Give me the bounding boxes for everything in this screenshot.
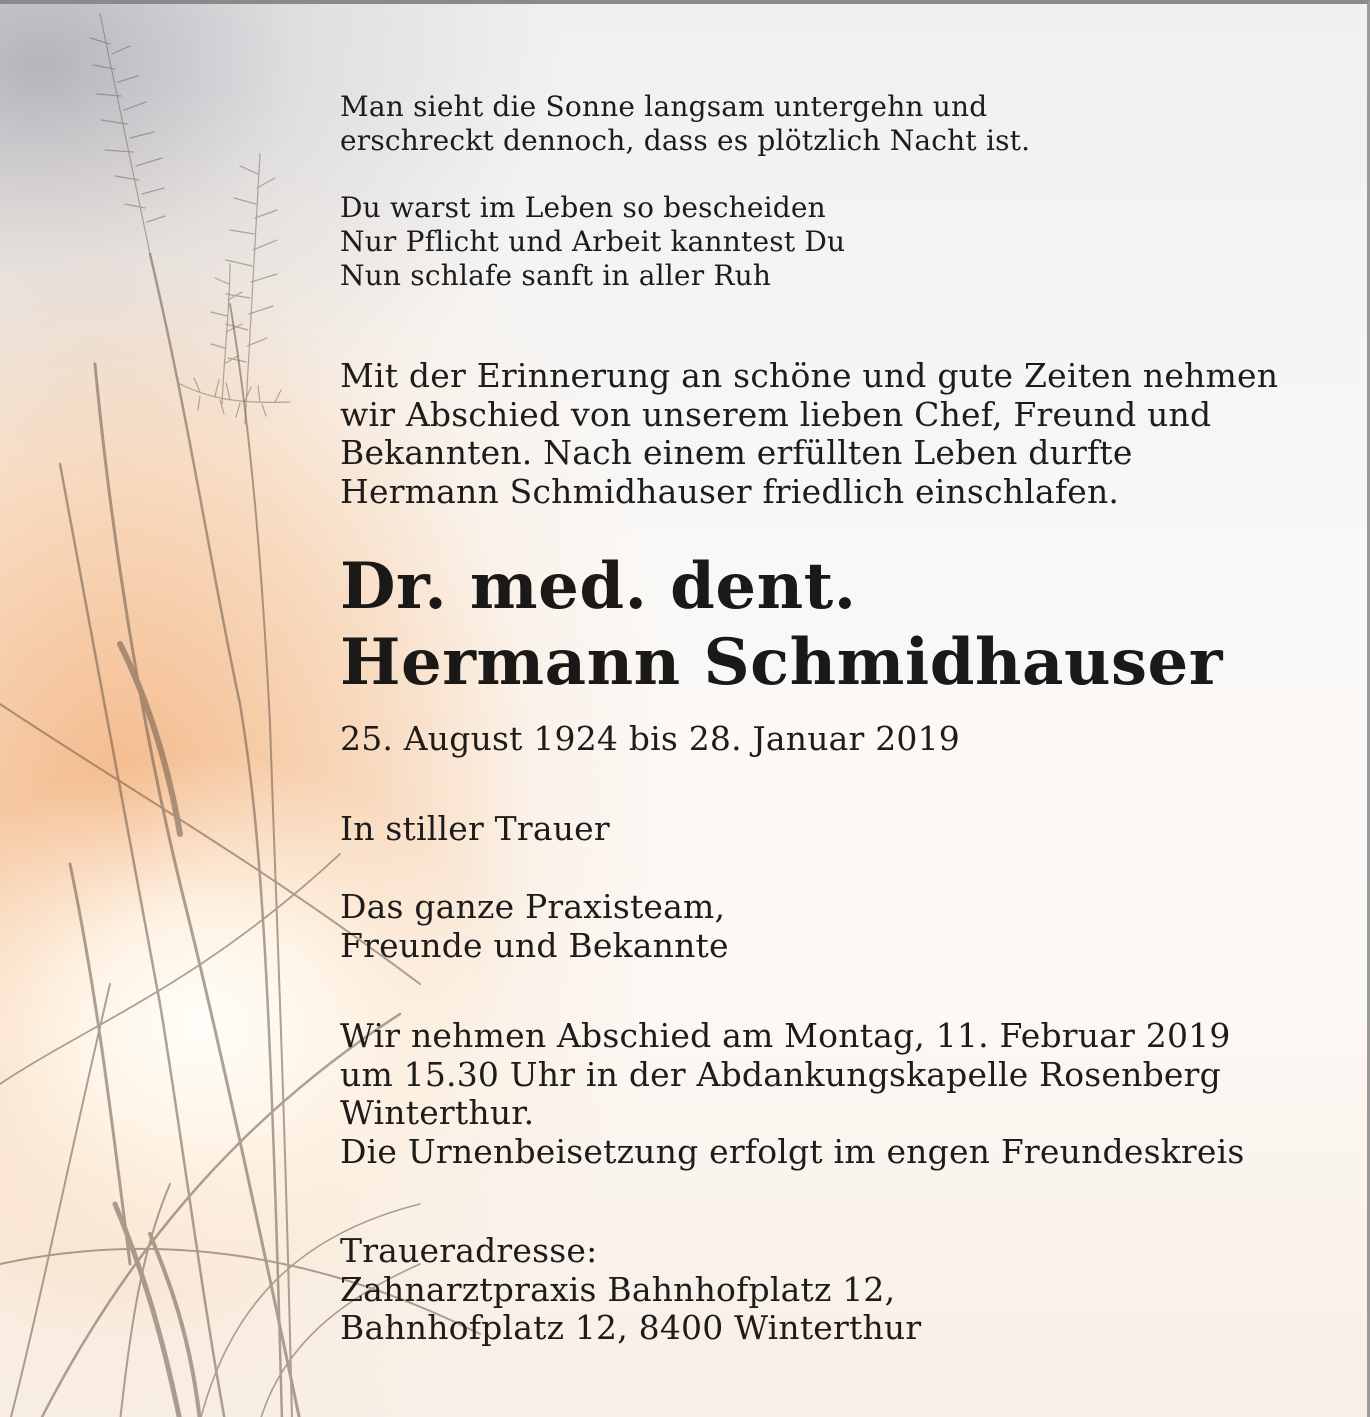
service-details — [340, 1017, 1245, 1171]
mourning-line — [340, 810, 610, 849]
mourning-address — [340, 1232, 921, 1348]
paragraph-line: Bekannten. Nach einem erfüllten Leben durfte — [340, 433, 1133, 472]
deceased-name-heading — [340, 549, 1223, 701]
deceased-title: Dr. med. dent. — [340, 549, 857, 624]
deceased-name: Hermann Schmidhauser — [340, 625, 1223, 700]
life-dates — [340, 720, 960, 759]
signer-line: Das ganze Praxisteam, — [340, 887, 726, 926]
address-label: Traueradresse: — [340, 1231, 598, 1270]
service-line: Winterthur. — [340, 1093, 535, 1132]
poem-line: Nur Pflicht und Arbeit kanntest Du — [340, 225, 846, 258]
service-line: um 15.30 Uhr in der Abdankungskapelle Rosenberg — [340, 1054, 1221, 1094]
address-line: Zahnarztpraxis Bahnhofplatz 12, — [340, 1269, 896, 1309]
paragraph-line: Hermann Schmidhauser friedlich einschlafen. — [340, 471, 1120, 511]
signer-line: Freunde und Bekannte — [340, 925, 729, 965]
poem-stanza-2 — [340, 191, 845, 293]
signers — [340, 888, 729, 965]
service-line: Die Urnenbeisetzung erfolgt im engen Freundeskreis — [340, 1131, 1245, 1171]
poem-stanza-1 — [340, 90, 1030, 158]
poem-line: Man sieht die Sonne langsam untergehn und — [340, 90, 988, 123]
paragraph-line: Mit der Erinnerung an schöne und gute Zeiten nehmen — [340, 356, 1279, 395]
address-line: Bahnhofplatz 12, 8400 Winterthur — [340, 1308, 922, 1347]
poem-line: Nun schlafe sanft in aller Ruh — [340, 259, 772, 292]
mourning-text: In stiller Trauer — [340, 809, 610, 848]
service-line: Wir nehmen Abschied am Montag, 11. Februar 2019 — [340, 1016, 1231, 1055]
poem-line: Du warst im Leben so bescheiden — [340, 191, 826, 224]
poem-line: erschreckt dennoch, dass es plötzlich Nacht ist. — [340, 124, 1031, 157]
life-dates-text: 25. August 1924 bis 28. Januar 2019 — [340, 719, 960, 758]
farewell-paragraph — [340, 357, 1278, 511]
paragraph-line: wir Abschied von unserem lieben Chef, Freund und — [340, 394, 1212, 434]
